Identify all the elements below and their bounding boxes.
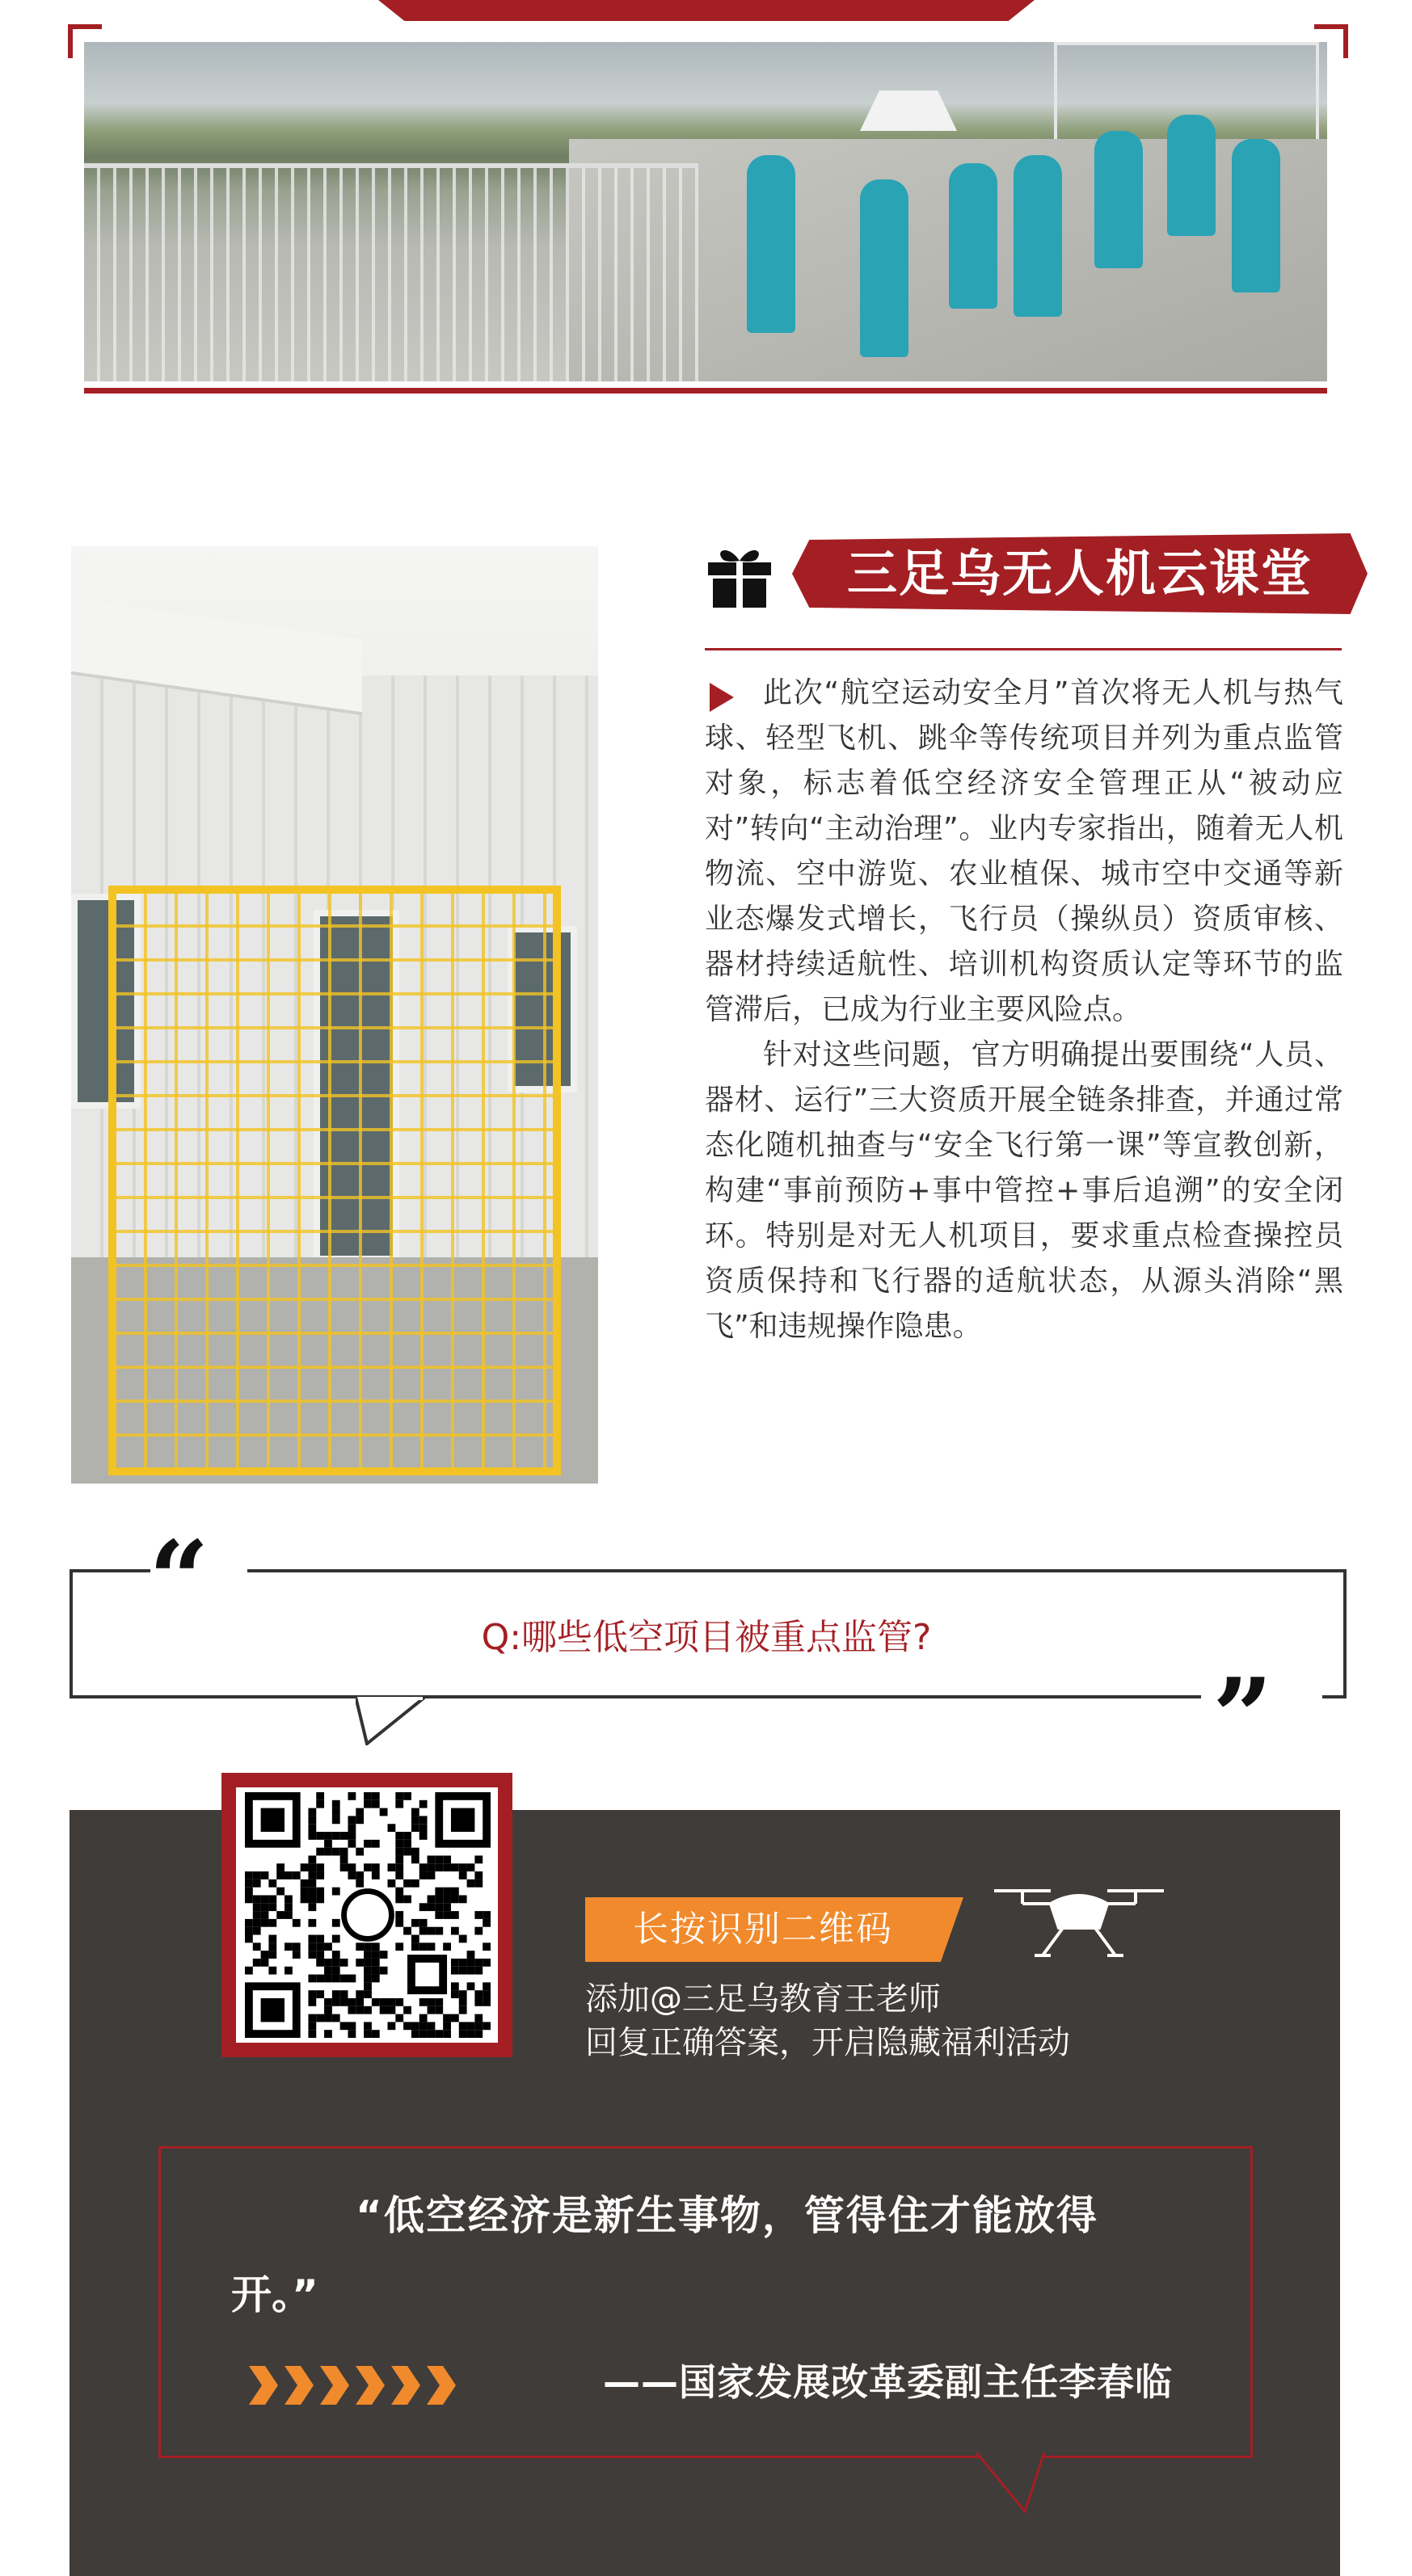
top-decor-bar bbox=[378, 0, 1035, 21]
chevron-mark bbox=[427, 2366, 456, 2405]
quote-line: 开。” bbox=[231, 2271, 318, 2318]
qr-code[interactable] bbox=[242, 1792, 493, 2038]
yellow-cage-photo bbox=[71, 546, 598, 1484]
question-box-border bbox=[70, 1569, 150, 1572]
add-contact-text: 添加@三足乌教育王老师 bbox=[585, 1980, 941, 2018]
speech-tail bbox=[356, 1697, 425, 1745]
photo-tent bbox=[860, 90, 957, 131]
quote-line: “低空经济是新生事物，管得住才能放得 bbox=[356, 2192, 1098, 2239]
photo-student bbox=[1094, 131, 1143, 268]
chevron-mark bbox=[320, 2366, 349, 2405]
photo-fence bbox=[84, 163, 698, 381]
section-title: 三足乌无人机云课堂 bbox=[846, 544, 1313, 603]
drone-icon bbox=[986, 1883, 1172, 1972]
photo-student bbox=[1232, 139, 1280, 293]
chevron-mark bbox=[249, 2366, 278, 2405]
article-body bbox=[705, 671, 1343, 1349]
quote-box-tail bbox=[976, 2452, 1049, 2515]
photo-student bbox=[860, 179, 908, 357]
photo-yellow-cage bbox=[108, 886, 561, 1475]
photo-underline bbox=[84, 388, 1327, 394]
quote-close-icon: ” bbox=[1212, 1655, 1273, 1778]
scan-label: 长按识别二维码 bbox=[633, 1909, 893, 1950]
photo-student bbox=[949, 163, 997, 309]
photo-student bbox=[1167, 115, 1216, 236]
quote-author: ——国家发展改革委副主任李春临 bbox=[603, 2360, 1173, 2404]
chevron-arrows-icon bbox=[249, 2366, 467, 2405]
title-divider bbox=[705, 648, 1342, 650]
quote-open-icon: “ bbox=[149, 1517, 209, 1641]
article-paragraph: 针对这些问题，官方明确提出要围绕“人员、器材、运行”三大资质开展全链条排查，并通过常态化随机抽查与“安全飞行第一课”等宣教创新，构建“事前预防+事中管控+事后追溯”的安全闭环。特别是对无人机项目，要求重点检查操控员资质保持和飞行器的适航状态，从源头消除“黑飞”和违规操作隐患。 bbox=[705, 1038, 1343, 1343]
students-walking-photo bbox=[84, 42, 1327, 381]
chevron-mark bbox=[391, 2366, 420, 2405]
chevron-mark bbox=[356, 2366, 385, 2405]
gift-icon bbox=[705, 541, 774, 611]
photo-student bbox=[747, 155, 795, 333]
reply-hint-text: 回复正确答案，开启隐藏福利活动 bbox=[585, 2024, 1070, 2061]
question-box-border bbox=[247, 1569, 1343, 1572]
question-text: Q:哪些低空项目被重点监管? bbox=[481, 1617, 932, 1658]
chevron-mark bbox=[285, 2366, 314, 2405]
article-paragraph: 此次“航空运动安全月”首次将无人机与热气球、轻型飞机、跳伞等传统项目并列为重点监管对象，标志着低空经济安全管理正从“被动应对”转向“主动治理”。业内专家指出，随着无人机物流、空中游览、农业植保、城市空中交通等新业态爆发式增长，飞行员（操纵员）资质审核、器材持续适航性、培训机构资质认定等环节的监管滞后，已成为行业主要风险点。 bbox=[705, 676, 1343, 1026]
photo-student bbox=[1014, 155, 1062, 317]
